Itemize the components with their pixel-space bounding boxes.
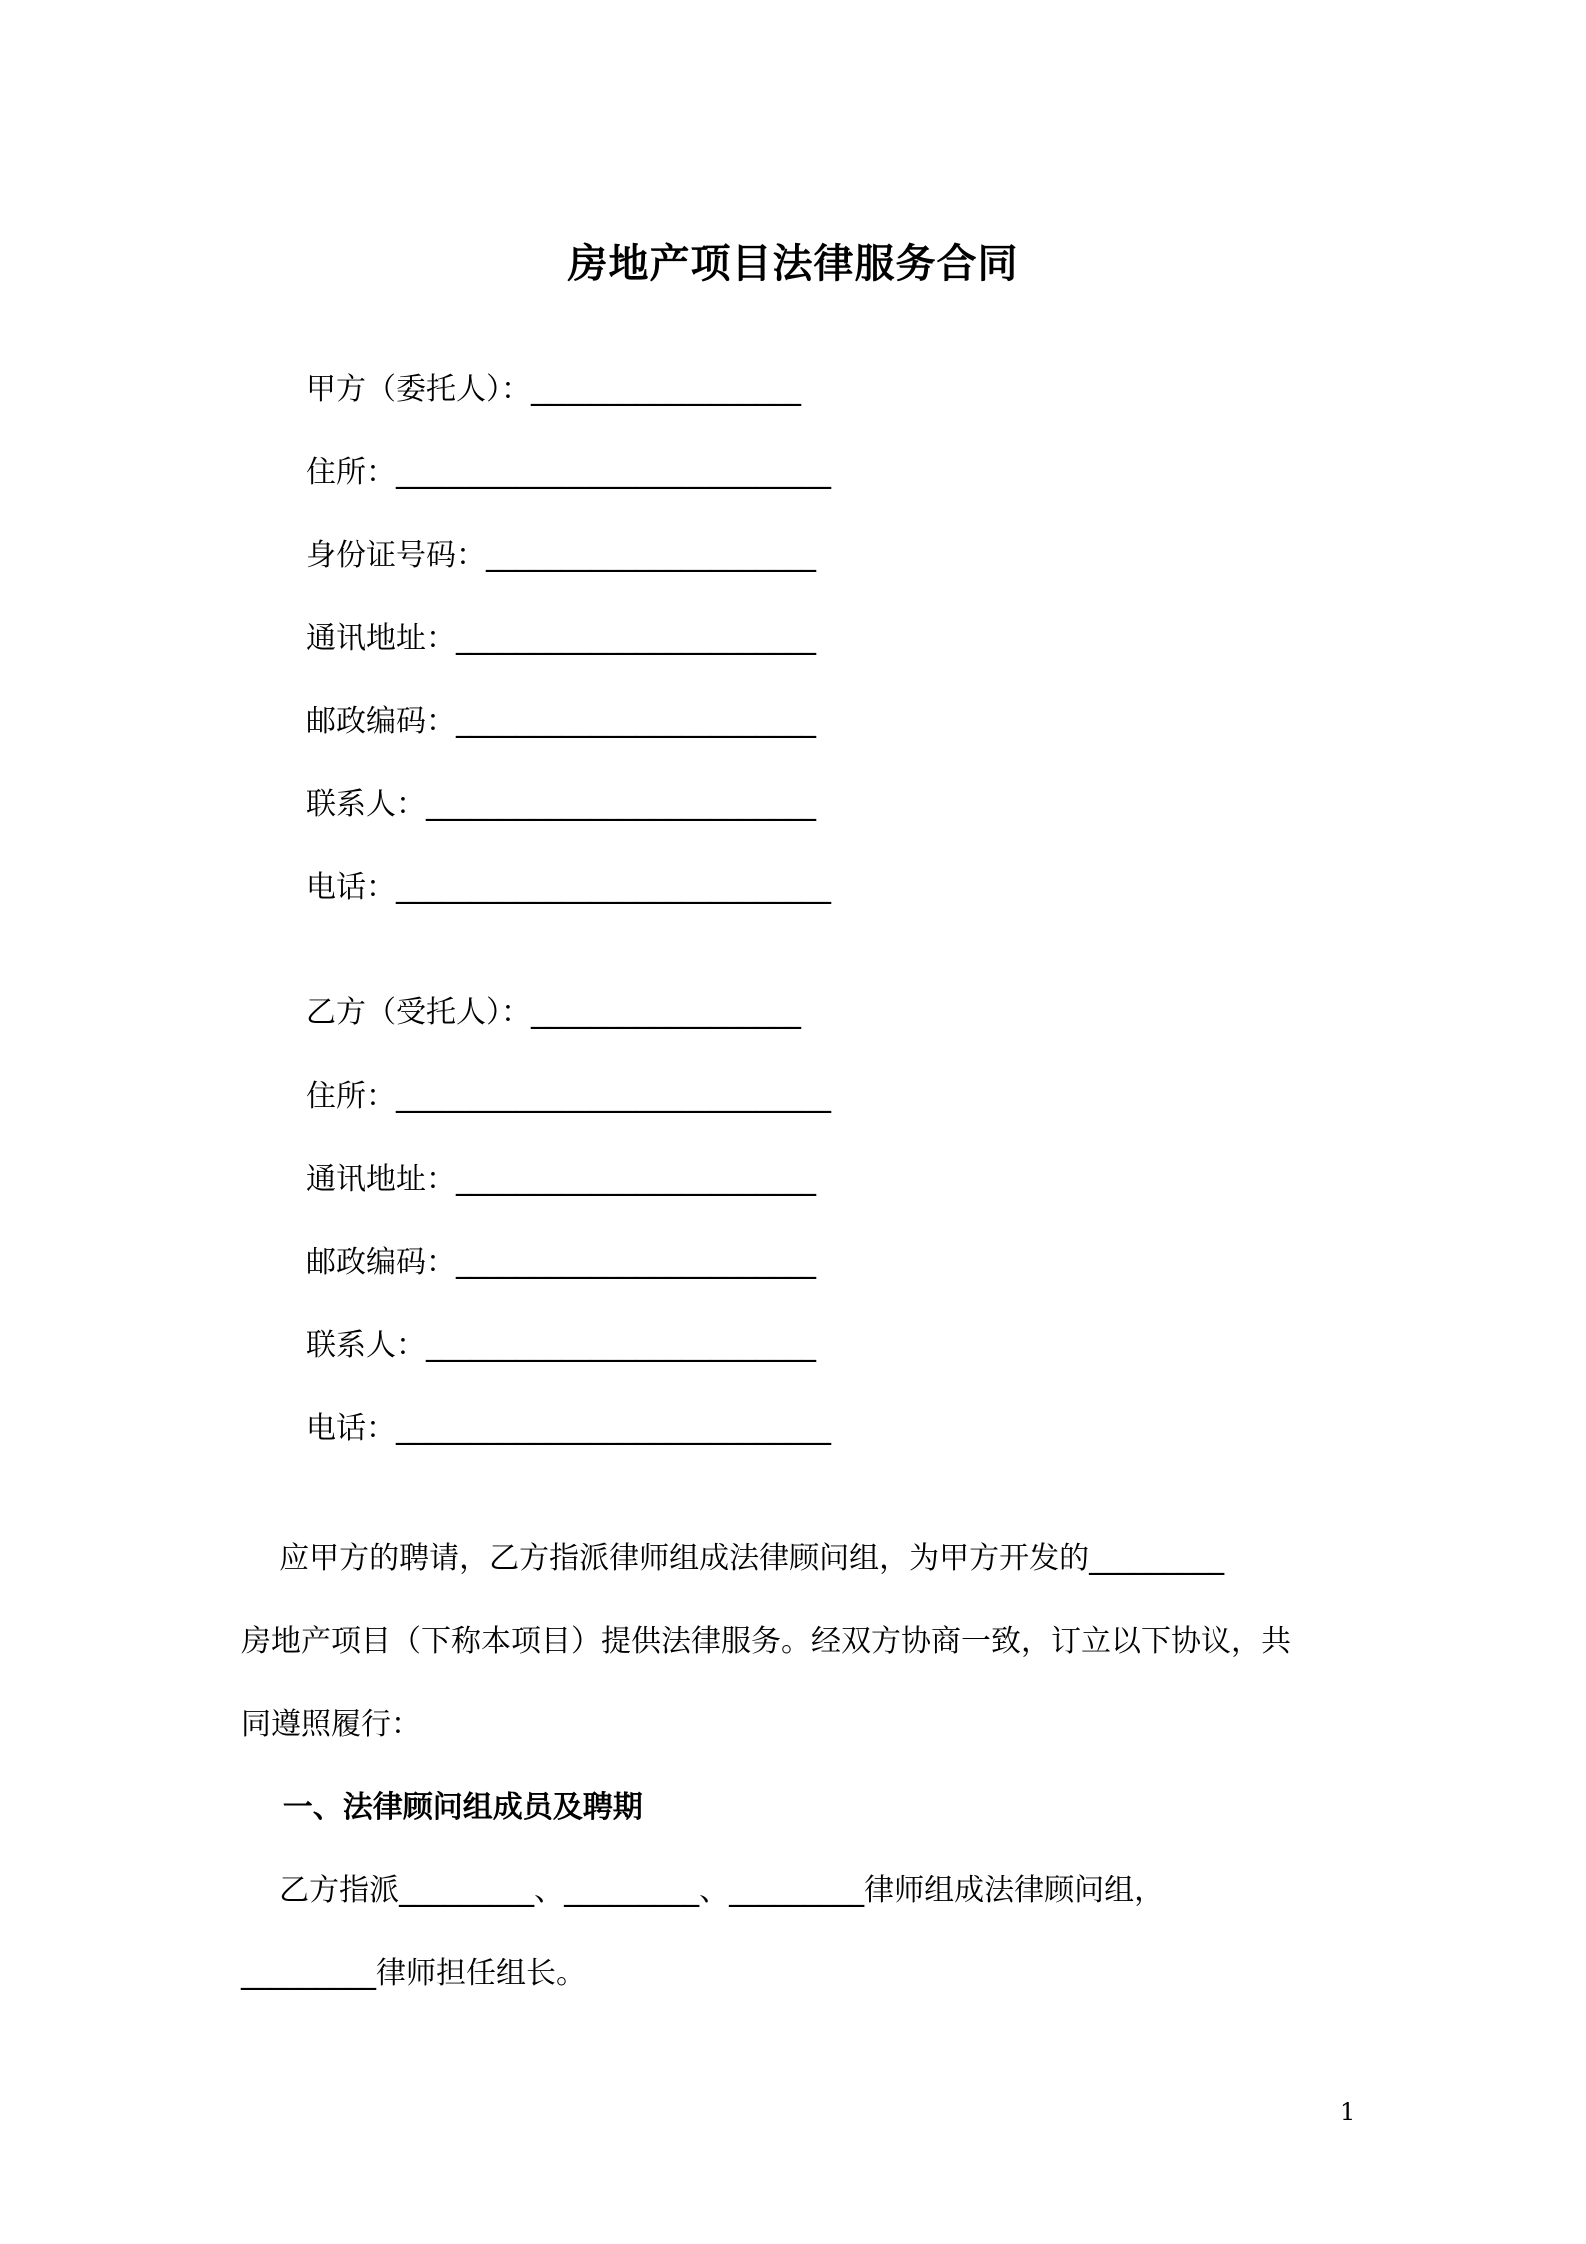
intro-paragraph-line-2: 房地产项目（下称本项目）提供法律服务。经双方协商一致，订立以下协议，共 (241, 1624, 1291, 1659)
party-a-postcode: 邮政编码：________________________ (306, 704, 816, 739)
section-1-line-1: 乙方指派_________、_________、_________律师组成法律顾问组， (241, 1873, 1165, 1908)
party-b-header: 乙方（受托人）：__________________ (306, 995, 801, 1030)
party-b-contact: 联系人：__________________________ (306, 1328, 816, 1363)
party-b-phone: 电话：_____________________________ (306, 1411, 831, 1446)
party-b-address: 住所：_____________________________ (306, 1079, 831, 1114)
party-a-contact: 联系人：__________________________ (306, 787, 816, 822)
party-b-postcode: 邮政编码：________________________ (306, 1245, 816, 1280)
party-a-phone: 电话：_____________________________ (306, 870, 831, 905)
party-a-mailing-address: 通讯地址：________________________ (306, 621, 816, 656)
intro-paragraph-line-1: 应甲方的聘请，乙方指派律师组成法律顾问组，为甲方开发的_________ (241, 1541, 1225, 1576)
intro-paragraph-line-3: 同遵照履行： (241, 1707, 421, 1742)
party-a-address: 住所：_____________________________ (306, 455, 831, 490)
section-1-heading: 一、法律顾问组成员及聘期 (241, 1790, 643, 1825)
party-a-header: 甲方（委托人）：__________________ (306, 372, 801, 407)
page-number: 1 (1340, 2098, 1356, 2126)
party-a-id-number: 身份证号码：______________________ (306, 538, 816, 573)
document-title: 房地产项目法律服务合同 (567, 241, 1019, 287)
section-1-line-2: _________律师担任组长。 (241, 1956, 586, 1991)
party-b-mailing-address: 通讯地址：________________________ (306, 1162, 816, 1197)
